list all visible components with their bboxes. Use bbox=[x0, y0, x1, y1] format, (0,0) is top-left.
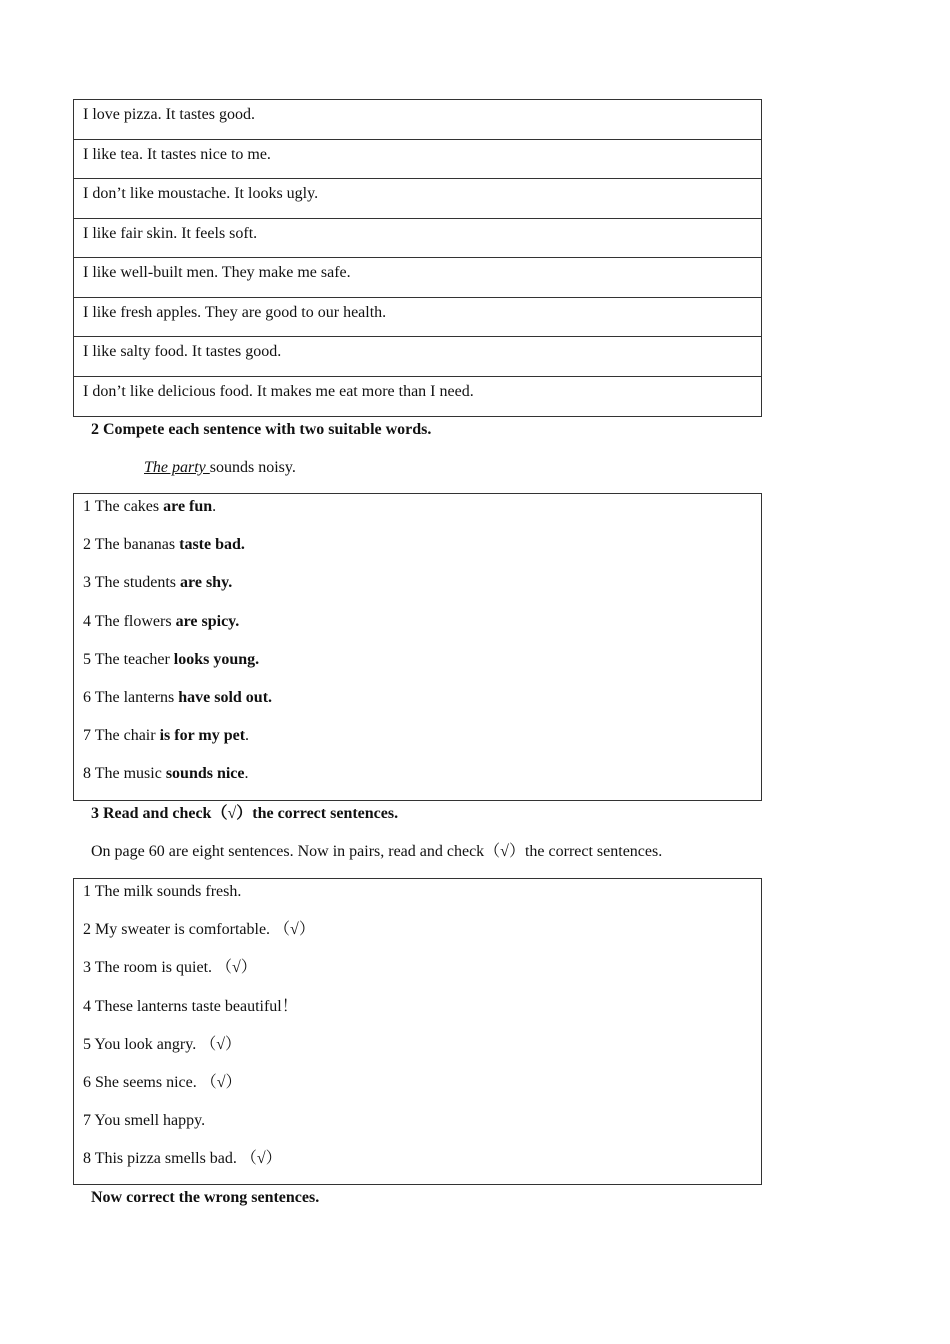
table-row: I like well-built men. They make me safe. bbox=[74, 258, 761, 298]
answers-box bbox=[73, 493, 762, 801]
sentences-table bbox=[73, 99, 762, 417]
list-item: 6 She seems nice. （√） bbox=[83, 1073, 242, 1091]
item-start: 7 The chair bbox=[83, 727, 160, 745]
item-answer: sounds nice bbox=[165, 765, 245, 783]
item-answer: taste bad. bbox=[179, 536, 245, 554]
item-answer: is for my pet bbox=[159, 727, 246, 745]
table-row: I don’t like delicious food. It makes me eat more than I need. bbox=[83, 382, 474, 400]
item-start: 8 The music bbox=[83, 765, 166, 783]
table-row: I love pizza. It tastes good. bbox=[74, 100, 761, 140]
item-answer: looks young. bbox=[173, 650, 260, 668]
item-start: 1 The cakes bbox=[83, 498, 164, 515]
item-start: 2 The bananas bbox=[83, 536, 180, 554]
item-answer: are spicy. bbox=[175, 612, 240, 630]
list-item: 5 You look angry. （√） bbox=[83, 1035, 241, 1053]
list-item bbox=[83, 572, 761, 610]
table-row: I don’t like moustache. It looks ugly. bbox=[74, 179, 761, 219]
example-sentence bbox=[144, 457, 296, 479]
table-row: I like tea. It tastes nice to me. bbox=[74, 140, 761, 180]
item-end: . bbox=[244, 765, 249, 783]
example-rest: sounds noisy. bbox=[209, 459, 296, 476]
table-row: I like fair skin. It feels soft. bbox=[74, 219, 761, 259]
list-item bbox=[83, 763, 761, 801]
list-item bbox=[83, 725, 761, 763]
item-start: 3 The students bbox=[83, 574, 181, 592]
item-start: 5 The teacher bbox=[83, 650, 174, 668]
section-2-heading: 2 Compete each sentence with two suitable words. bbox=[91, 421, 432, 438]
item-answer: are fun bbox=[163, 498, 213, 515]
list-item: 7 You smell happy. bbox=[83, 1112, 206, 1130]
example-subject: The party bbox=[144, 459, 210, 476]
list-item bbox=[83, 534, 761, 572]
list-item: 3 The room is quiet. （√） bbox=[83, 959, 257, 977]
item-start: 4 The flowers bbox=[83, 612, 176, 630]
list-item: 8 This pizza smells bad. （√） bbox=[83, 1150, 282, 1168]
section-3-instruction: On page 60 are eight sentences. Now in pairs, read and check（√）the correct sentences. bbox=[91, 843, 663, 860]
list-item bbox=[83, 649, 761, 687]
section-3-heading: 3 Read and check（√）the correct sentences. bbox=[91, 805, 399, 822]
list-item: 2 My sweater is comfortable. （√） bbox=[83, 921, 315, 939]
check-box bbox=[73, 878, 762, 1185]
item-start: 6 The lanterns bbox=[83, 688, 179, 706]
table-row: I like salty food. It tastes good. bbox=[74, 337, 761, 377]
item-answer: have sold out. bbox=[178, 688, 273, 706]
item-answer: are shy. bbox=[180, 574, 233, 592]
list-item bbox=[83, 611, 761, 649]
list-item: 1 The milk sounds fresh. bbox=[83, 883, 242, 900]
footer-instruction: Now correct the wrong sentences. bbox=[91, 1189, 320, 1206]
item-end: . bbox=[212, 498, 217, 515]
list-item: 4 These lanterns taste beautiful！ bbox=[83, 997, 298, 1015]
table-row: I like fresh apples. They are good to our health. bbox=[74, 298, 761, 338]
item-end: . bbox=[245, 727, 250, 745]
list-item bbox=[83, 496, 761, 534]
list-item bbox=[83, 687, 761, 725]
